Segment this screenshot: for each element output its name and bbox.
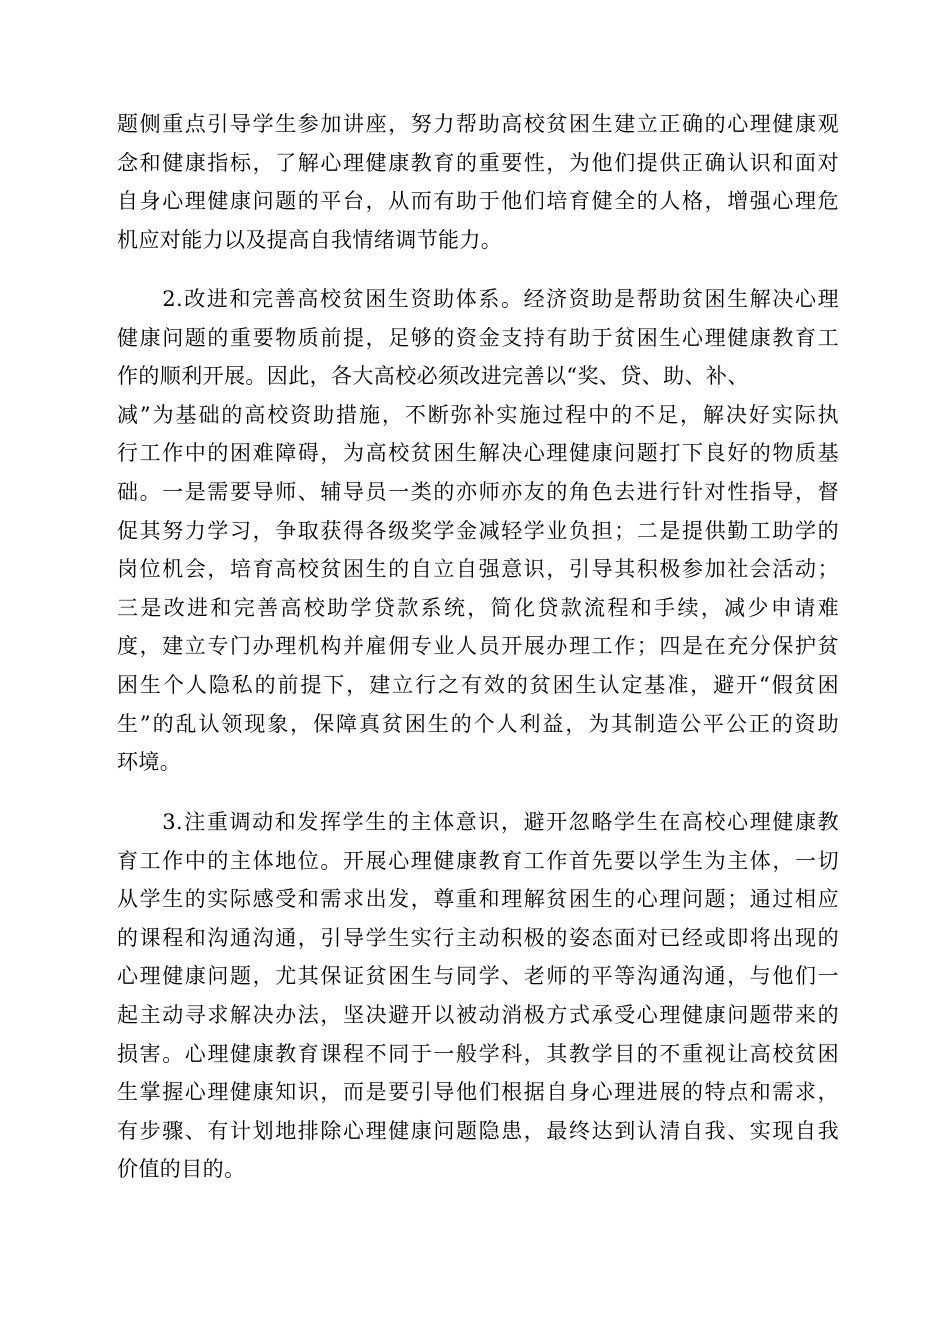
text-line: 础。一是需要导师、辅导员一类的亦师亦友的角色去进行针对性指导，督 bbox=[117, 479, 839, 504]
text-line: 岗位机会，培育高校贫困生的自立自强意识，引导其积极参加社会活动； bbox=[117, 557, 839, 582]
text-line: 减”为基础的高校资助措施，不断弥补实施过程中的不足，解决好实际执 bbox=[117, 402, 839, 427]
text-line: 生”的乱认领现象，保障真贫困生的个人利益，为其制造公平公正的资助 bbox=[117, 711, 839, 736]
text-line: 价值的目的。 bbox=[117, 1157, 246, 1182]
text-line: 起主动寻求解决办法，坚决避开以被动消极方式承受心理健康问题带来的 bbox=[117, 1002, 839, 1027]
text-line: 心理健康问题，尤其保证贫困生与同学、老师的平等沟通沟通，与他们一 bbox=[117, 964, 839, 989]
text-line: 育工作中的主体地位。开展心理健康教育工作首先要以学生为主体，一切 bbox=[117, 848, 839, 873]
text-line: 环境。 bbox=[117, 750, 182, 775]
text-line: 作的顺利开展。因此，各大高校必须改进完善以“奖、贷、助、补、 bbox=[117, 364, 749, 389]
paragraph-student-subject bbox=[117, 803, 839, 1189]
text-line: 从学生的实际感受和需求出发，尊重和理解贫困生的心理问题；通过相应 bbox=[117, 887, 839, 912]
text-line: 2.改进和完善高校贫困生资助体系。经济资助是帮助贫困生解决心理 bbox=[117, 287, 839, 311]
text-line: 题侧重点引导学生参加讲座，努力帮助高校贫困生建立正确的心理健康观 bbox=[117, 112, 839, 136]
text-line: 机应对能力以及提高自我情绪调节能力。 bbox=[117, 227, 503, 252]
text-line: 三是改进和完善高校助学贷款系统，简化贷款流程和手续，减少申请难 bbox=[117, 595, 839, 620]
text-line: 的课程和沟通沟通，引导学生实行主动积极的姿态面对已经或即将出现的 bbox=[117, 925, 839, 950]
text-line: 生掌握心理健康知识，而是要引导他们根据自身心理进展的特点和需求， bbox=[117, 1080, 839, 1105]
paragraph-funding-system bbox=[117, 280, 839, 782]
text-line: 有步骤、有计划地排除心理健康问题隐患，最终达到认清自我、实现自我 bbox=[117, 1118, 839, 1143]
text-line: 健康问题的重要物质前提，足够的资金支持有助于贫困生心理健康教育工 bbox=[117, 325, 839, 350]
text-line: 念和健康指标，了解心理健康教育的重要性，为他们提供正确认识和面对 bbox=[117, 150, 839, 175]
text-line: 困生个人隐私的前提下，建立行之有效的贫困生认定基准，避开“假贫困 bbox=[117, 672, 839, 697]
paragraph-continuation bbox=[117, 105, 839, 259]
text-line: 3.注重调动和发挥学生的主体意识，避开忽略学生在高校心理健康教 bbox=[117, 810, 839, 834]
text-line: 促其努力学习，争取获得各级奖学金减轻学业负担；二是提供勤工助学的 bbox=[117, 518, 839, 543]
text-line: 行工作中的困难障碍，为高校贫困生解决心理健康问题打下良好的物质基 bbox=[117, 441, 839, 466]
text-line: 度，建立专门办理机构并雇佣专业人员开展办理工作；四是在充分保护贫 bbox=[117, 634, 839, 659]
text-line: 自身心理健康问题的平台，从而有助于他们培育健全的人格，增强心理危 bbox=[117, 189, 839, 214]
text-line: 损害。心理健康教育课程不同于一般学科，其教学目的不重视让高校贫困 bbox=[117, 1041, 839, 1066]
